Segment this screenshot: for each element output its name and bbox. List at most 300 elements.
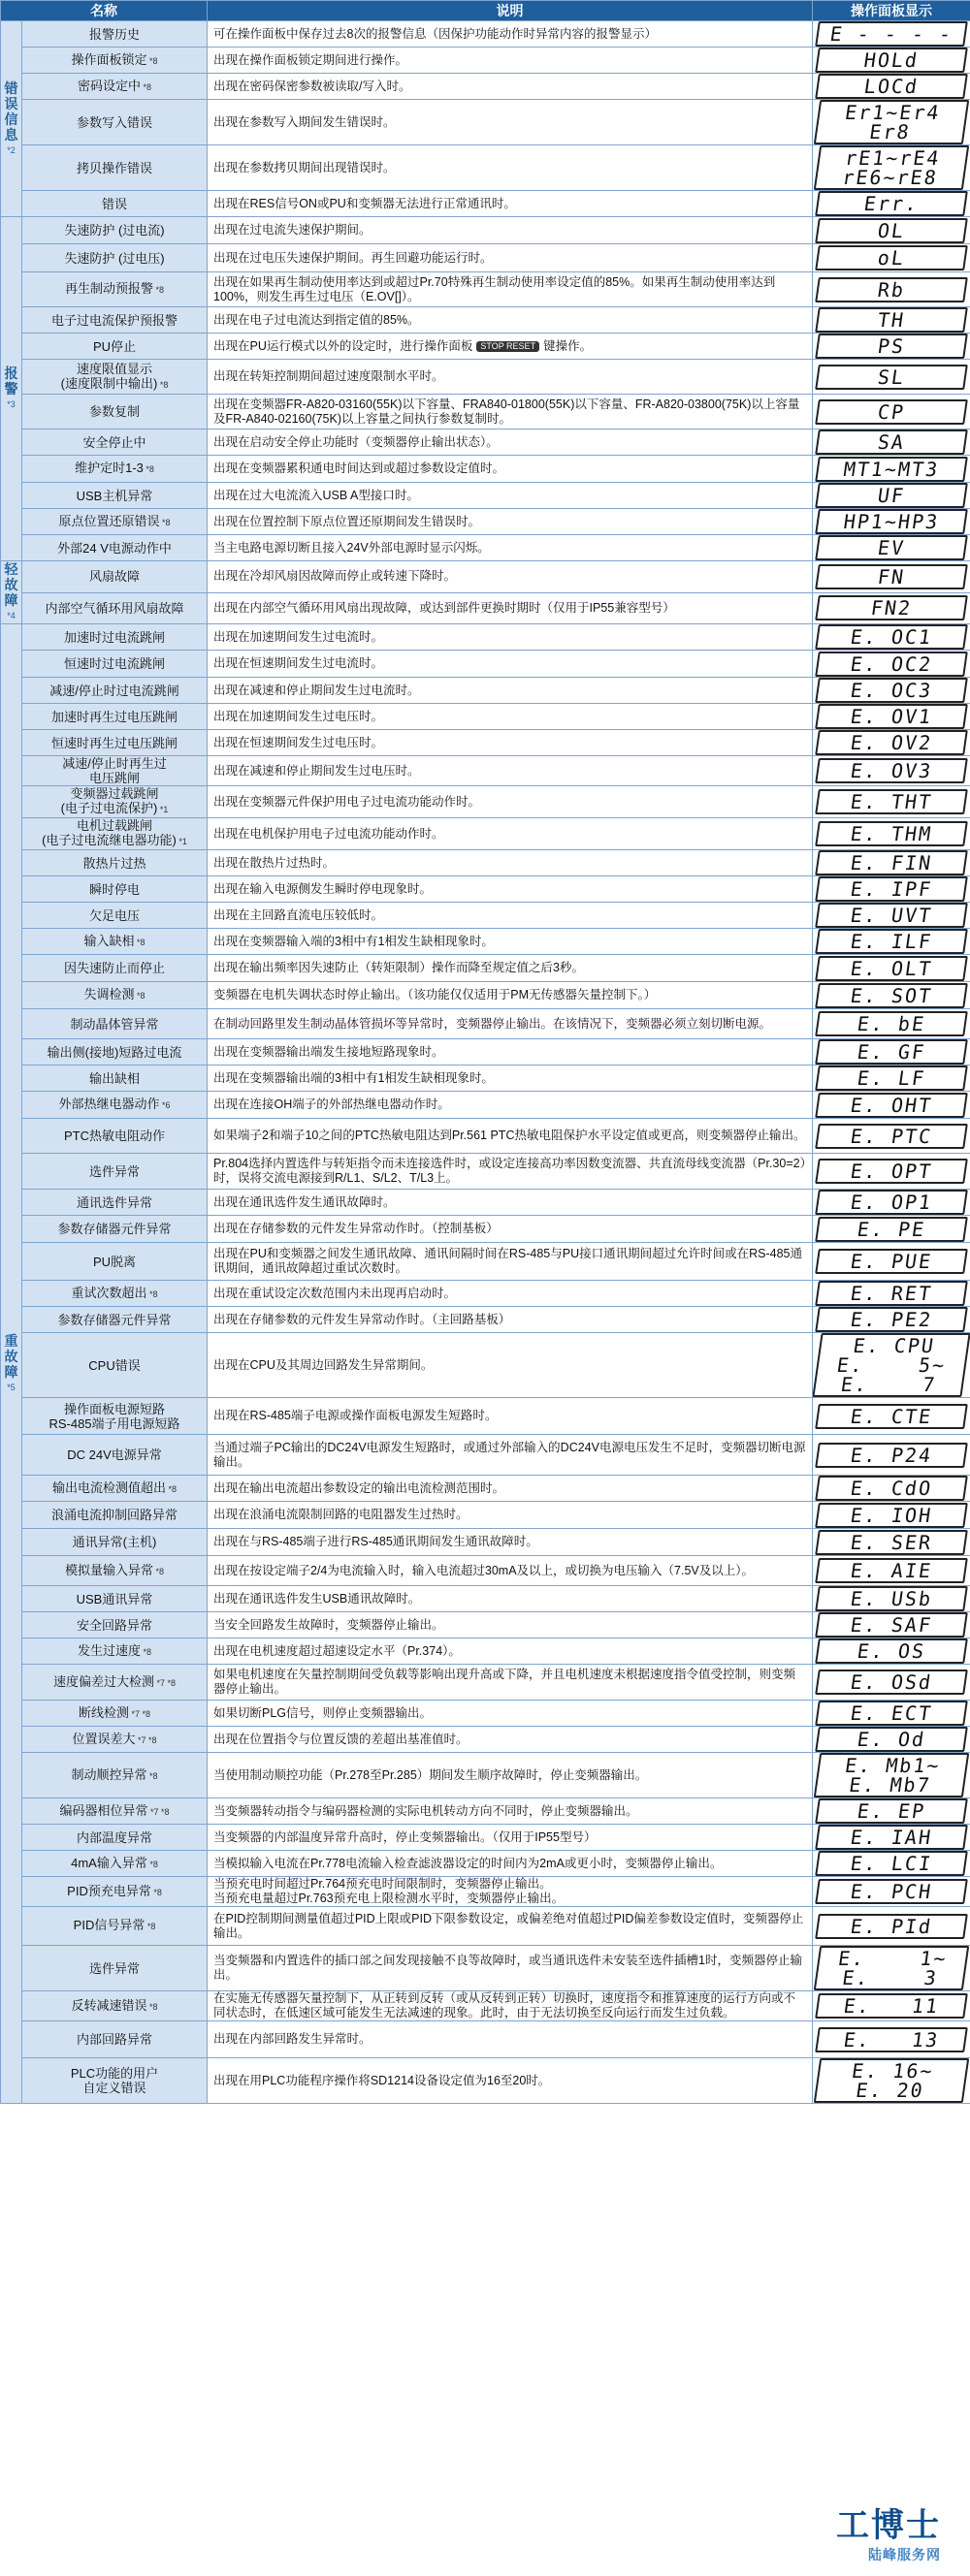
fault-name-text: 因失速防止而停止 [63, 961, 165, 975]
fault-description [208, 1851, 813, 1877]
fault-description-text: 出现在过电流失速保护期间。 [213, 223, 372, 237]
table-row [1, 1190, 970, 1216]
panel-display [813, 1281, 970, 1307]
fault-description-text: 出现在变频器输入端的3相中有1相发生缺相现象时。 [213, 934, 494, 948]
fault-name-text: DC 24V电源异常 [67, 1447, 162, 1462]
table-row [1, 1216, 970, 1243]
fault-description-text: 出现在通讯选件发生通讯故障时。 [213, 1194, 396, 1209]
fault-name [22, 2021, 208, 2058]
fault-name [22, 1065, 208, 1092]
fault-name-text: 内部回路异常 [76, 2032, 152, 2047]
fault-name [22, 592, 208, 624]
logo-wordmark: 工博士 [836, 2506, 941, 2545]
fault-description-text: 出现在存储参数的元件发生异常动作时。（控制基板） [213, 1222, 499, 1235]
fault-description [208, 509, 813, 535]
seven-segment-code: E. OPT [815, 1159, 968, 1184]
category-note: *2 [7, 144, 16, 155]
table-row [1, 1877, 970, 1907]
fault-name-text: 4mA输入异常 [71, 1855, 147, 1870]
fault-name-text: 输出侧(接地)短路过电流 [47, 1044, 182, 1060]
seven-segment-code: E. SAF [815, 1612, 968, 1638]
seven-segment-code: E. IPF [815, 876, 968, 902]
table-row [1, 360, 970, 395]
fault-name-text: 恒速时过电流跳闸 [63, 656, 165, 671]
fault-name [22, 1435, 208, 1476]
seven-segment-code: E. OC1 [815, 624, 968, 650]
fault-description-text: 出现在冷却风扇因故障而停止或转速下降时。 [213, 569, 457, 584]
fault-description [208, 1281, 813, 1307]
fault-description [208, 1435, 813, 1476]
fault-description-text: 出现在变频器输出端的3相中有1相发生缺相现象时。 [213, 1070, 494, 1085]
seven-segment-code: FN [815, 564, 968, 589]
table-row [1, 74, 970, 100]
fault-name-note: *8 [143, 464, 154, 474]
seven-segment-code: E. THM [815, 821, 968, 846]
fault-description-text: 出现在过大电流流入USB A型接口时。 [213, 488, 419, 502]
category-cell [1, 21, 22, 217]
fault-name-note: *7 *8 [128, 1708, 151, 1719]
seven-segment-code: E. IOH [815, 1503, 968, 1528]
seven-segment-code: TH [815, 307, 968, 333]
fault-description [208, 1727, 813, 1753]
seven-segment-code: E. CTE [815, 1404, 968, 1429]
fault-name [22, 1991, 208, 2021]
fault-name-text: 速度偏差过大检测 [52, 1673, 154, 1689]
seven-segment-code: E. 13 [815, 2027, 968, 2052]
fault-name-text: 原点位置还原错误 [58, 513, 160, 528]
table-header-row [1, 1, 970, 21]
fault-description-text: 出现在PU运行模式以外的设定时，进行操作面板 [213, 338, 473, 353]
fault-name-text: 密码设定中 [77, 78, 141, 93]
seven-segment-code: PS [815, 334, 968, 359]
fault-name-text: 欠足电压 [88, 907, 140, 923]
fault-name [22, 1216, 208, 1243]
fault-description-text: 出现在连接OH端子的外部热继电器动作时。 [213, 1097, 450, 1111]
fault-name-text: 通讯异常(主机) [72, 1535, 157, 1549]
fault-description [208, 1039, 813, 1065]
panel-display [813, 1877, 970, 1907]
panel-display [813, 624, 970, 651]
category-label: 报警 [4, 366, 18, 397]
fault-description [208, 145, 813, 191]
fault-description [208, 535, 813, 561]
fault-name-text: 拷贝操作错误 [76, 160, 152, 175]
fault-name-text: PTC热敏电阻动作 [63, 1129, 165, 1143]
fault-name-text: 选件异常 [88, 1960, 140, 1976]
fault-description-text: 在PID控制期间测量值超过PID上限或PID下限参数设定，或偏差绝对值超过PID偏差参数设定值时，变频器停止输出。 [213, 1911, 804, 1940]
fault-description-text: 出现在启动安全停止功能时（变频器停止输出状态）。 [213, 434, 499, 449]
fault-description [208, 818, 813, 850]
fault-name-note: *8 [145, 1922, 156, 1931]
fault-description-text: 出现在输出电流超出参数设定的输出电流检测范围时。 [213, 1480, 505, 1495]
panel-display [813, 1946, 970, 1991]
table-row [1, 334, 970, 360]
seven-segment-code: E - - - - [815, 21, 968, 47]
panel-display [813, 982, 970, 1009]
panel-display [813, 1039, 970, 1065]
seven-segment-code: E. OC3 [815, 678, 968, 703]
table-row [1, 876, 970, 903]
table-row [1, 786, 970, 818]
table-body [1, 21, 970, 2104]
panel-display [813, 1009, 970, 1039]
fault-description-text: 在制动回路里发生制动晶体管损坏等异常时，变频器停止输出。在该情况下，变频器必须立刻切断电源。 [213, 1016, 772, 1031]
fault-description-text: 出现在密码保密参数被读取/写入时。 [213, 79, 411, 93]
table-row [1, 483, 970, 509]
fault-name-text: 内部空气循环用风扇故障 [45, 600, 184, 616]
fault-description [208, 100, 813, 145]
seven-segment-code: E. OV2 [815, 730, 968, 755]
panel-display [813, 1991, 970, 2021]
fault-description-text: 当安全回路发生故障时，变频器停止输出。 [213, 1617, 444, 1632]
category-cell [1, 217, 22, 561]
fault-name [22, 509, 208, 535]
fault-name-note: *8 [159, 517, 171, 527]
fault-name-text: 断线检测 [78, 1704, 129, 1720]
header-panel-display: 操作面板显示 [813, 1, 970, 21]
fault-name-text: 参数存储器元件异常 [57, 1222, 172, 1236]
fault-description-text: 当变频器转动指令与编码器检测的实际电机转动方向不同时，停止变频器输出。 [213, 1803, 638, 1818]
fault-description-text: 出现在减速和停止期间发生过电压时。 [213, 763, 420, 778]
seven-segment-code: E. OV3 [815, 758, 968, 783]
seven-segment-code: Err. [815, 191, 968, 216]
seven-segment-code: UF [815, 483, 968, 508]
fault-name-text: 输出缺相 [88, 1070, 140, 1086]
fault-description [208, 1307, 813, 1333]
fault-name-text: 编码器相位异常 [59, 1802, 148, 1818]
seven-segment-code: HOLd [815, 48, 968, 73]
panel-display [813, 876, 970, 903]
fault-name-text: 位置误差大 [72, 1731, 136, 1746]
table-row [1, 48, 970, 74]
seven-segment-code: E. 16~ E. 20 [814, 2058, 969, 2103]
table-row [1, 535, 970, 561]
fault-description [208, 982, 813, 1009]
seven-segment-code: E. THT [815, 789, 968, 814]
fault-description [208, 21, 813, 48]
seven-segment-code: E. PUE [815, 1249, 968, 1274]
panel-display [813, 272, 970, 307]
fault-description [208, 651, 813, 678]
fault-name-text: 反转减速错误 [71, 1997, 147, 2013]
fault-description-text: 出现在用PLC功能程序操作将SD1214设备设定值为16至20时。 [213, 2073, 551, 2087]
fault-description [208, 704, 813, 730]
fault-description-text: 出现在内部空气循环用风扇出现故障，或达到部件更换时期时（仅用于IP55兼容型号） [213, 600, 675, 615]
seven-segment-code: E. CdO [815, 1476, 968, 1501]
fault-name-text: 速度限值显示 (速度限制中输出) [60, 361, 158, 391]
fault-description-text: 出现在与RS-485端子进行RS-485通讯期间发生通讯故障时。 [213, 1535, 538, 1548]
panel-display [813, 191, 970, 217]
fault-description-text: 出现在重试设定次数范围内未出现再启动时。 [213, 1286, 457, 1300]
seven-segment-code: E. GF [815, 1039, 968, 1065]
seven-segment-code: E. IAH [815, 1825, 968, 1850]
panel-display [813, 1333, 970, 1398]
fault-name [22, 1039, 208, 1065]
panel-display [813, 1727, 970, 1753]
table-row [1, 1665, 970, 1701]
fault-description [208, 786, 813, 818]
fault-name [22, 651, 208, 678]
panel-display [813, 48, 970, 74]
table-row [1, 1243, 970, 1281]
fault-description-text: 出现在位置指令与位置反馈的差超出基准值时。 [213, 1732, 469, 1746]
fault-description [208, 2058, 813, 2104]
table-row [1, 395, 970, 429]
fault-description [208, 1556, 813, 1586]
fault-description-text: 变频器在电机失调状态时停止输出。（该功能仅仅适用于PM无传感器矢量控制下。） [213, 988, 657, 1002]
fault-name [22, 244, 208, 272]
panel-display [813, 1798, 970, 1825]
seven-segment-code: Rb [815, 277, 968, 302]
fault-name [22, 1665, 208, 1701]
fault-description [208, 191, 813, 217]
seven-segment-code: MT1~MT3 [815, 457, 968, 482]
fault-name [22, 1119, 208, 1154]
fault-name [22, 1154, 208, 1190]
fault-description-text: 出现在存储参数的元件发生异常动作时。（主回路基板） [213, 1312, 511, 1326]
fault-name [22, 1798, 208, 1825]
panel-display [813, 509, 970, 535]
panel-display [813, 2021, 970, 2058]
fault-name-text: 再生制动预报警 [64, 281, 153, 296]
fault-name [22, 1638, 208, 1665]
table-row [1, 982, 970, 1009]
fault-name-text: 通讯选件异常 [76, 1194, 152, 1210]
table-row [1, 1065, 970, 1092]
fault-name-text: 减速/停止时再生过 电压跳闸 [62, 756, 167, 785]
fault-name-note: *8 [153, 285, 165, 295]
table-row [1, 1727, 970, 1753]
watermark-logo [815, 2496, 941, 2564]
fault-name-note: *8 [146, 55, 158, 66]
table-row [1, 509, 970, 535]
table-row [1, 850, 970, 876]
fault-name [22, 217, 208, 244]
panel-display [813, 2058, 970, 2104]
table-row [1, 1612, 970, 1638]
panel-display [813, 592, 970, 624]
category-label: 轻故障 [4, 561, 18, 608]
fault-name [22, 1529, 208, 1556]
panel-display [813, 1907, 970, 1946]
seven-segment-code: HP1~HP3 [815, 509, 968, 534]
table-row [1, 1798, 970, 1825]
fault-name [22, 818, 208, 850]
fault-name-text: USB通讯异常 [76, 1591, 153, 1606]
table-row [1, 1307, 970, 1333]
fault-description-text: 出现在输入电源侧发生瞬时停电现象时。 [213, 881, 433, 896]
fault-description-text: 当变频器和内置选件的插口部之间发现接触不良等故障时，或当通讯选件未安装至选件插槽1时，变频器停止输出。 [213, 1954, 802, 1982]
fault-description-text: 出现在变频器累积通电时间达到或超过参数设定值时。 [213, 461, 505, 475]
fault-name [22, 850, 208, 876]
fault-name [22, 1009, 208, 1039]
panel-display [813, 307, 970, 334]
header-name: 名称 [1, 1, 208, 21]
panel-display [813, 1502, 970, 1529]
fault-name [22, 1190, 208, 1216]
panel-display [813, 1753, 970, 1798]
fault-description-text: 当预充电时间超过Pr.764预充电时间限制时，变频器停止输出。 当预充电量超过Pr.763预充电上限检测水平时，变频器停止输出。 [213, 1877, 565, 1905]
panel-display [813, 1307, 970, 1333]
fault-description [208, 1216, 813, 1243]
fault-name-text: 输入缺相 [83, 933, 135, 948]
fault-name-text: 安全停止中 [82, 434, 146, 450]
fault-name-text: 失速防护 (过电流) [64, 223, 165, 238]
panel-display [813, 334, 970, 360]
fault-description [208, 1907, 813, 1946]
fault-name [22, 1612, 208, 1638]
table-row [1, 1753, 970, 1798]
fault-description-text: 当使用制动顺控功能（Pr.278至Pr.285）期间发生顺序故障时，停止变频器输出。 [213, 1767, 648, 1782]
fault-description-text: 当通过端子PC输出的DC24V电源发生短路时，或通过外部输入的DC24V电源电压发生不足时，变频器切断电源输出。 [213, 1440, 806, 1469]
fault-description-text: 当模拟输入电流在Pr.778电流输入检查滤波器设定的时间内为2mA或更小时，变频器停止输出。 [213, 1856, 723, 1870]
panel-display [813, 74, 970, 100]
fault-name-note: *7 *8 [147, 1806, 170, 1817]
table-row [1, 903, 970, 929]
table-row [1, 1825, 970, 1851]
fault-name [22, 1281, 208, 1307]
fault-name-text: 失调检测 [83, 987, 135, 1002]
fault-name-text: 减速/停止时过电流跳闸 [49, 683, 179, 698]
fault-description-text: 出现在恒速期间发生过电压时。 [213, 735, 384, 749]
fault-name [22, 2058, 208, 2104]
fault-name-text: USB主机异常 [76, 488, 153, 503]
fault-name [22, 1556, 208, 1586]
table-row [1, 624, 970, 651]
fault-name-text: 失速防护 (过电压) [64, 250, 165, 266]
fault-description-text: 出现在输出频率因失速防止（转矩限制）操作而降至规定值之后3秒。 [213, 961, 584, 974]
panel-display [813, 456, 970, 483]
panel-display [813, 145, 970, 191]
fault-name-note: *8 [157, 379, 169, 390]
fault-name [22, 1907, 208, 1946]
panel-display [813, 535, 970, 561]
fault-name [22, 1753, 208, 1798]
fault-description [208, 561, 813, 593]
seven-segment-code: E. LF [815, 1065, 968, 1091]
fault-description-text: 出现在恒速期间发生过电流时。 [213, 656, 384, 670]
seven-segment-code: oL [815, 245, 968, 270]
fault-description [208, 307, 813, 334]
fault-name [22, 334, 208, 360]
fault-name-note: *8 [146, 2001, 158, 2012]
category-cell [1, 624, 22, 2104]
table-row [1, 678, 970, 704]
table-row [1, 651, 970, 678]
fault-name-text: PU停止 [92, 338, 137, 354]
fault-description-text: 出现在电机保护用电子过电流功能动作时。 [213, 826, 444, 841]
fault-name [22, 1586, 208, 1612]
fault-description [208, 360, 813, 395]
fault-name [22, 1398, 208, 1435]
seven-segment-code: E. P24 [815, 1443, 968, 1468]
seven-segment-code: E. OLT [815, 956, 968, 981]
seven-segment-code: E. PId [815, 1914, 968, 1939]
fault-name-text: 加速时再生过电压跳闸 [50, 709, 178, 724]
table-row [1, 217, 970, 244]
seven-segment-code: FN2 [815, 595, 968, 620]
fault-description [208, 1502, 813, 1529]
fault-description-text: 出现在加速期间发生过电压时。 [213, 709, 384, 723]
fault-name [22, 1502, 208, 1529]
table-row [1, 191, 970, 217]
table-row [1, 1638, 970, 1665]
table-row [1, 561, 970, 593]
fault-name [22, 1877, 208, 1907]
fault-description-text: 出现在RS-485端子电源或操作面板电源发生短路时。 [213, 1409, 498, 1422]
panel-display [813, 1216, 970, 1243]
fault-name-text: 参数写入错误 [76, 114, 152, 130]
panel-display [813, 244, 970, 272]
fault-description [208, 1065, 813, 1092]
panel-display [813, 1612, 970, 1638]
panel-display [813, 483, 970, 509]
fault-description [208, 1665, 813, 1701]
fault-description [208, 1612, 813, 1638]
fault-description [208, 1190, 813, 1216]
fault-name-text: 参数复制 [88, 404, 140, 419]
seven-segment-code: OL [815, 218, 968, 243]
fault-name [22, 561, 208, 593]
fault-name-note: *1 [157, 805, 169, 814]
seven-segment-code: E. 1~ E. 3 [814, 1946, 969, 1990]
panel-display [813, 1398, 970, 1435]
fault-name-text: 电机过载跳闸 (电子过电流继电器功能) [42, 818, 177, 847]
panel-display [813, 929, 970, 955]
fault-name-note: *1 [176, 837, 187, 846]
fault-name [22, 100, 208, 145]
fault-description-text: 出现在CPU及其周边回路发生异常期间。 [213, 1357, 434, 1372]
seven-segment-code: E. AIE [815, 1558, 968, 1583]
fault-description [208, 1154, 813, 1190]
fault-description [208, 1529, 813, 1556]
panel-display [813, 1701, 970, 1727]
fault-name [22, 429, 208, 456]
fault-name-text: 风扇故障 [88, 569, 140, 585]
fault-name-text: 内部温度异常 [76, 1829, 152, 1845]
table-row [1, 2021, 970, 2058]
fault-description-text: 出现在过电压失速保护期间。再生回避功能运行时。 [213, 250, 493, 265]
category-label: 重故障 [4, 1332, 18, 1380]
table-row [1, 21, 970, 48]
fault-description [208, 850, 813, 876]
fault-name-text: 操作面板锁定 [71, 51, 147, 67]
fault-name-text: 输出电流检测值超出 [51, 1479, 166, 1495]
fault-description-text: 出现在转矩控制期间超过速度限制水平时。 [213, 369, 444, 383]
seven-segment-code: E. ECT [815, 1701, 968, 1726]
fault-description [208, 929, 813, 955]
table-row [1, 100, 970, 145]
category-cell [1, 561, 22, 624]
panel-display [813, 217, 970, 244]
fault-name [22, 307, 208, 334]
fault-description-text: 出现在变频器FR-A820-03160(55K)以下容量、FRA840-01800(55K)以下容量、FR-A820-03800(75K)以上容量及FR-A840-02160(75K)以上容量之间执行参数复制时。 [213, 397, 800, 426]
seven-segment-code: E. EP [815, 1798, 968, 1824]
fault-name-text: PLC功能的用户 自定义错误 [70, 2066, 159, 2095]
fault-description-text: 出现在电机速度超过超速设定水平（Pr.374）。 [213, 1643, 461, 1658]
panel-display [813, 818, 970, 850]
panel-display [813, 850, 970, 876]
table-row [1, 272, 970, 307]
fault-name [22, 982, 208, 1009]
seven-segment-code: E. OS [815, 1638, 968, 1664]
panel-display [813, 1190, 970, 1216]
seven-segment-code: E. OP1 [815, 1190, 968, 1215]
fault-description [208, 334, 813, 360]
fault-description-text: 出现在RES信号ON或PU和变频器无法进行正常通讯时。 [213, 196, 516, 210]
fault-description-text: 出现在加速期间发生过电流时。 [213, 629, 384, 644]
table-row [1, 1281, 970, 1307]
